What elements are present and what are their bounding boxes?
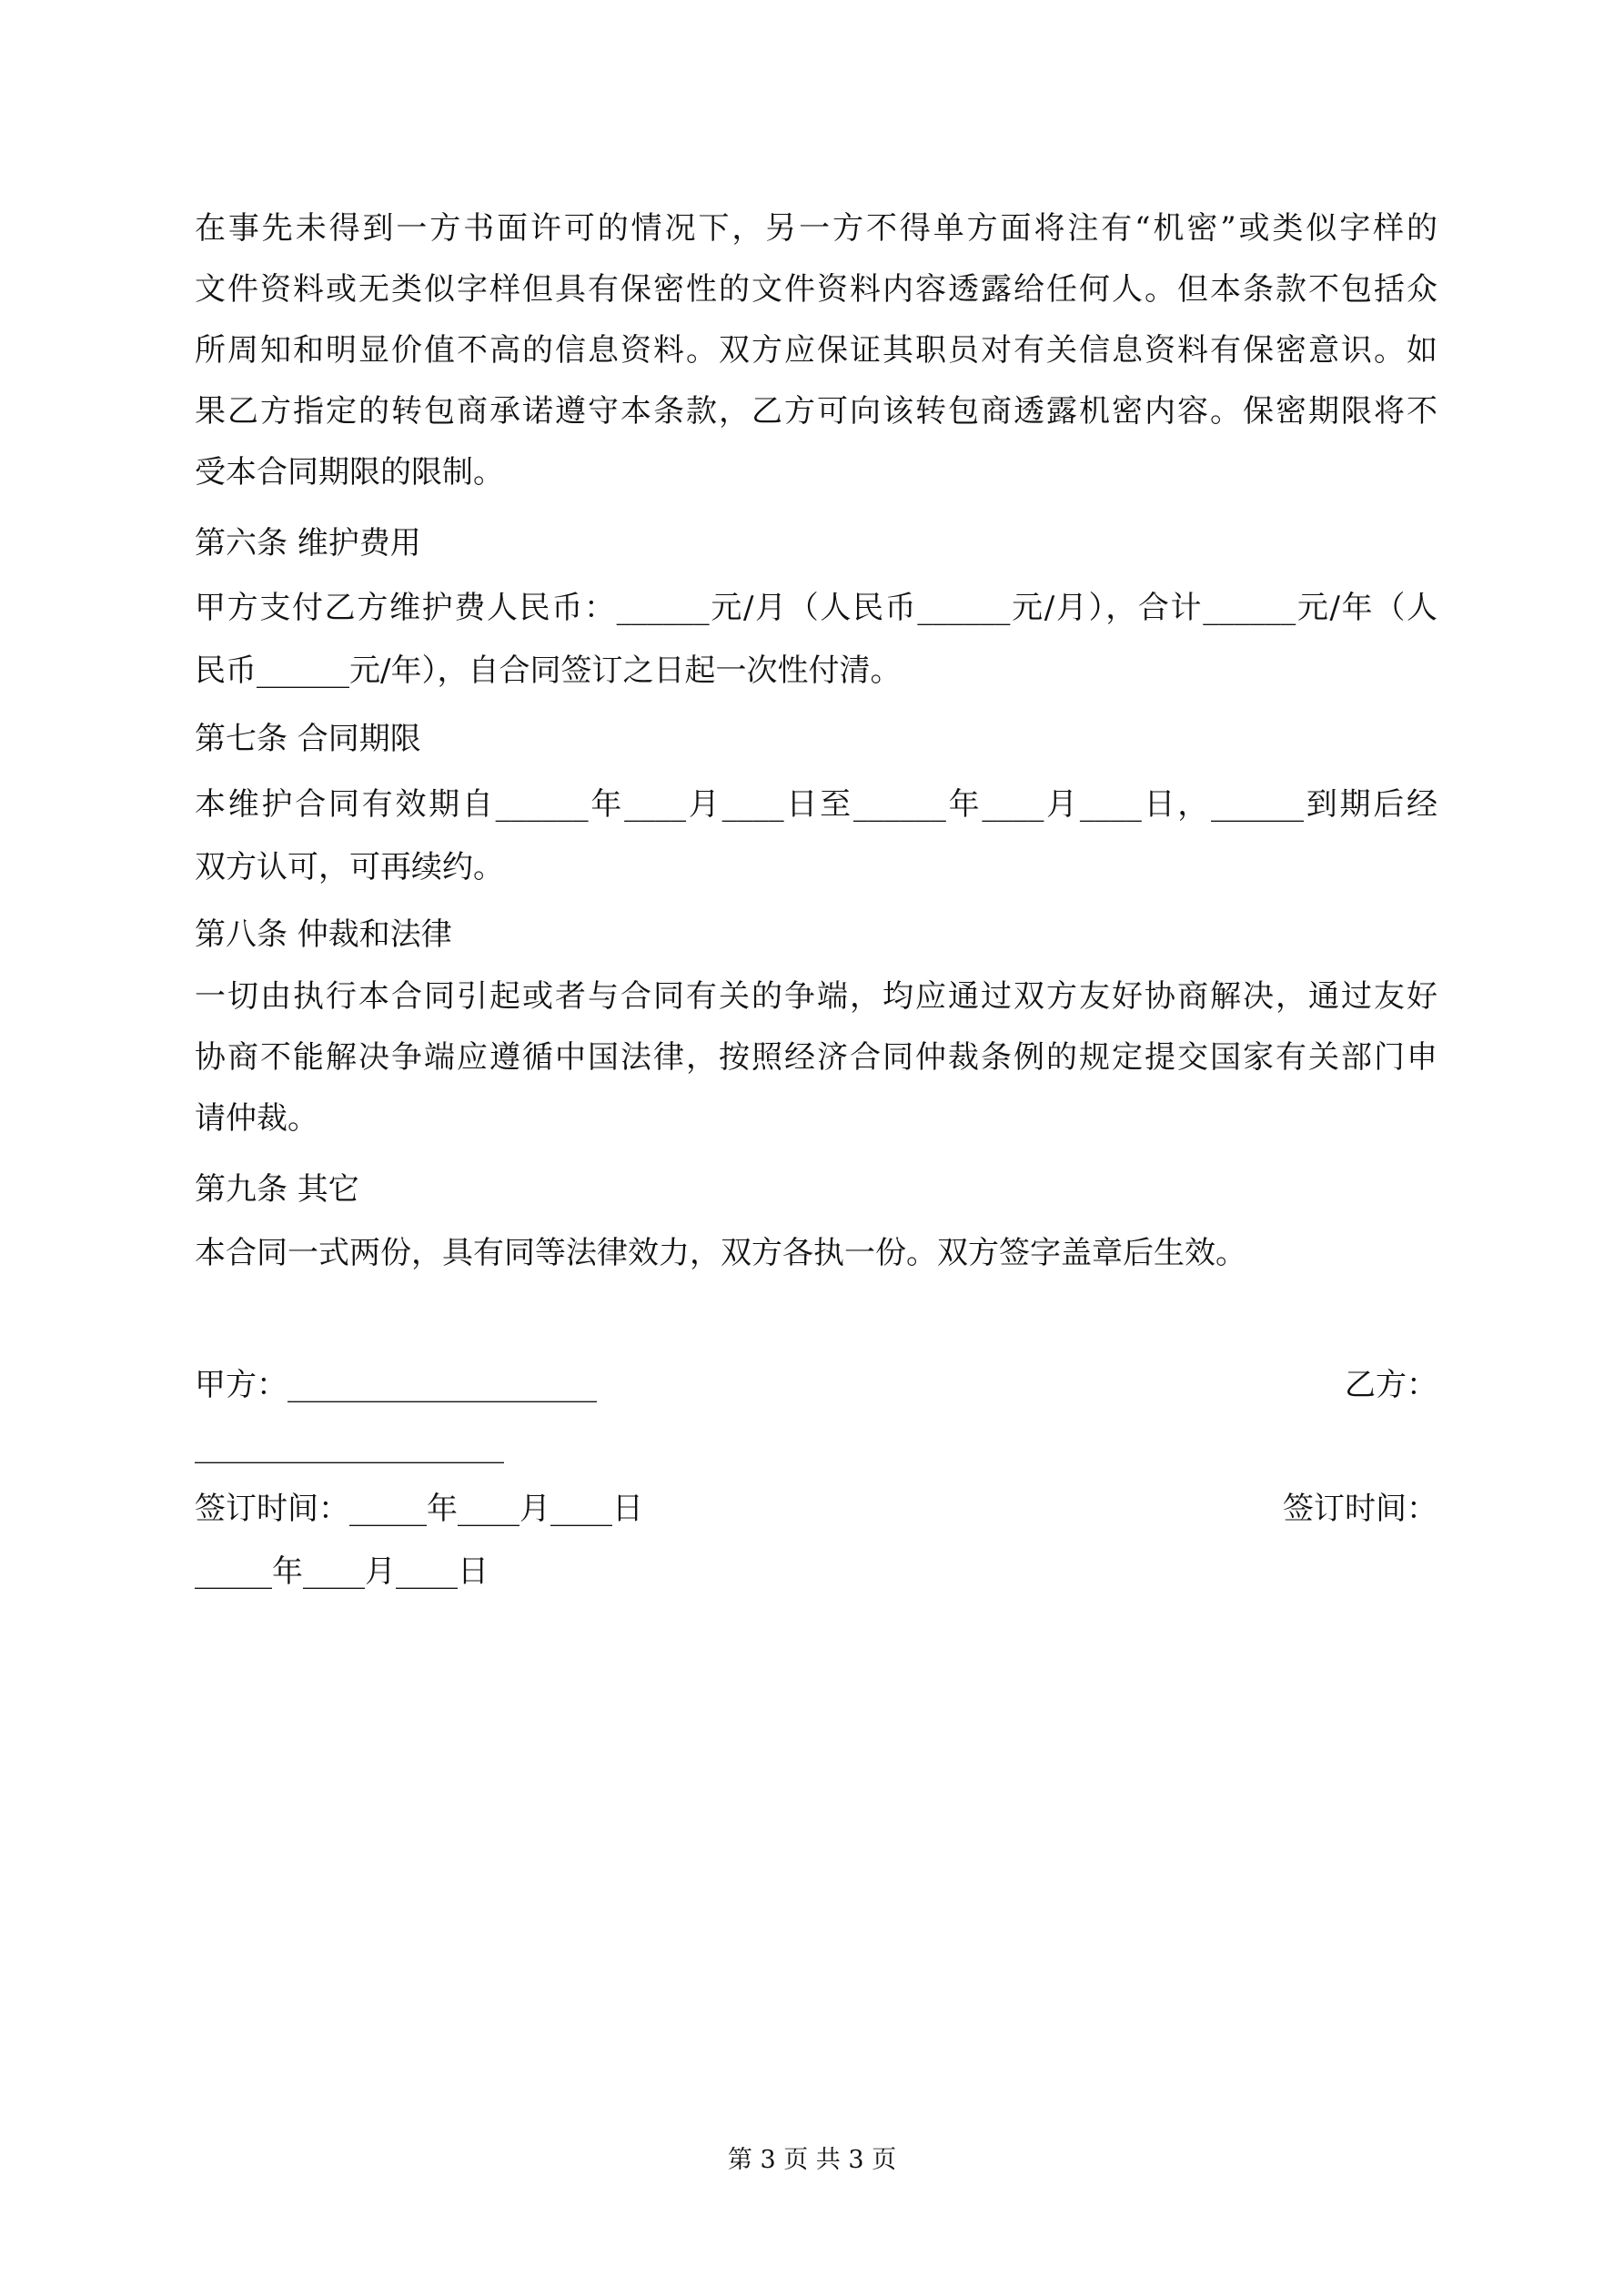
signature-party-row [195, 1365, 1437, 1405]
signature-date-row [195, 1489, 1437, 1529]
page-footer: 第 3 页 共 3 页 [727, 2146, 897, 2174]
article9-heading: 第九条 其它 [195, 1171, 359, 1208]
article7-heading: 第七条 合同期限 [195, 721, 421, 757]
article5-line-2: 文件资料或无类似字样但具有保密性的文件资料内容透露给任何人。但本条款不包括众 [195, 271, 1437, 308]
article9-line-1: 本合同一式两份，具有同等法律效力，双方各执一份。双方签字盖章后生效。 [195, 1235, 1246, 1271]
article7-line-1: 本维护合同有效期自______年____月____日至______年____月____日，______到期后经 [195, 786, 1437, 823]
party-b-sign-date: _____年____月____日 [195, 1553, 489, 1590]
article8-line-3: 请仲裁。 [195, 1100, 318, 1137]
party-b-sign-date-label: 签订时间： [1283, 1491, 1437, 1527]
article8-heading: 第八条 仲裁和法律 [195, 916, 452, 953]
article6-line-2: 民币______元/年），自合同签订之日起一次性付清。 [195, 652, 902, 689]
article8-line-1: 一切由执行本合同引起或者与合同有关的争端，均应通过双方友好协商解决，通过友好 [195, 978, 1437, 1015]
article5-line-4: 果乙方指定的转包商承诺遵守本条款，乙方可向该转包商透露机密内容。保密期限将不 [195, 393, 1437, 430]
article5-line-3: 所周知和明显价值不高的信息资料。双方应保证其职员对有关信息资料有保密意识。如 [195, 332, 1437, 369]
party-b-signature-line: ____________________ [195, 1428, 504, 1464]
party-a-signature: 甲方：____________________ [195, 1367, 597, 1403]
article7-line-2: 双方认可，可再续约。 [195, 849, 504, 885]
article5-line-5: 受本合同期限的限制。 [195, 454, 504, 491]
article6-line-1: 甲方支付乙方维护费人民币：______元/月（人民币______元/月），合计______元/年（人 [195, 590, 1437, 626]
party-b-signature: 乙方： [1345, 1367, 1437, 1403]
article8-line-2: 协商不能解决争端应遵循中国法律，按照经济合同仲裁条例的规定提交国家有关部门申 [195, 1039, 1437, 1076]
article6-heading: 第六条 维护费用 [195, 525, 421, 561]
party-a-sign-date: 签订时间：_____年____月____日 [195, 1491, 643, 1527]
article5-line-1: 在事先未得到一方书面许可的情况下，另一方不得单方面将注有“机密”或类似字样的 [195, 210, 1437, 247]
